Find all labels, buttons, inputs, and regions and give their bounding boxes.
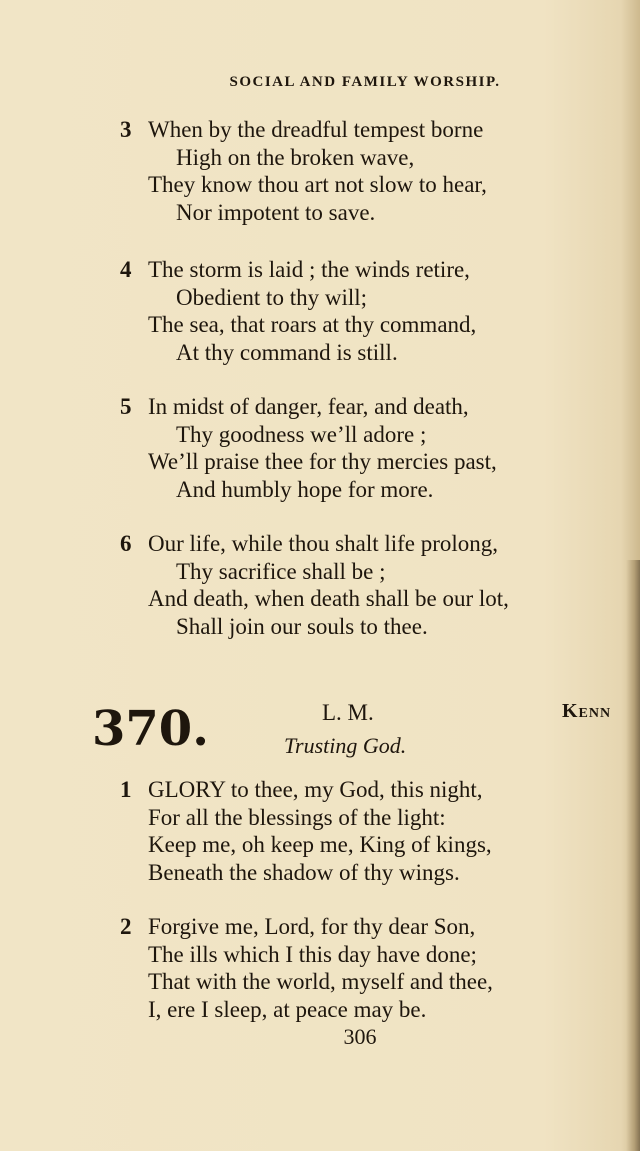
hymn-title: Trusting God. — [284, 733, 407, 758]
verse-line: Shall join our souls to thee. — [176, 613, 428, 639]
page-edge-shadow — [626, 560, 640, 1151]
verse-line: The sea, that roars at thy command, — [148, 312, 477, 337]
verse-line: Obedient to thy will; — [176, 284, 368, 310]
verse-line: When by the dreadful tempest borne — [148, 117, 484, 142]
stanza — [120, 393, 497, 503]
verse-line: Keep me, oh keep me, King of kings, — [148, 832, 492, 857]
verse-line: Thy sacrifice shall be ; — [176, 558, 386, 584]
verse-line: At thy command is still. — [176, 339, 398, 365]
stanza-number: 4 — [120, 257, 132, 282]
stanza-number: 2 — [120, 914, 132, 939]
stanza — [120, 530, 509, 640]
verse-line: And humbly hope for more. — [176, 476, 434, 502]
hymn-number: 370. — [92, 701, 209, 757]
stanza — [120, 116, 487, 226]
tune-name: Kenn — [562, 700, 612, 722]
verse-line: High on the broken wave, — [176, 144, 415, 170]
stanza-number: 6 — [120, 531, 132, 556]
verse-line: Forgive me, Lord, for thy dear Son, — [148, 914, 476, 939]
stanza-number: 5 — [120, 394, 132, 419]
verse-line: I, ere I sleep, at peace may be. — [148, 996, 427, 1022]
stanza — [120, 256, 476, 366]
verse-line: That with the world, myself and thee, — [148, 969, 493, 994]
verse-line: Nor impotent to save. — [176, 199, 376, 225]
verse-line: GLORY to thee, my God, this night, — [148, 777, 483, 802]
verse-line: And death, when death shall be our lot, — [148, 586, 509, 611]
stanza — [120, 913, 493, 1023]
stanza-number: 3 — [120, 117, 132, 142]
verse-line: Our life, while thou shalt life prolong, — [148, 531, 499, 556]
verse-line: The ills which I this day have done; — [148, 941, 477, 967]
verse-line: We’ll praise thee for thy mercies past, — [148, 449, 497, 474]
verse-line: The storm is laid ; the winds retire, — [148, 257, 470, 282]
page-number: 306 — [343, 1024, 377, 1049]
stanza — [120, 776, 492, 886]
verse-line: Thy goodness we’ll adore ; — [176, 421, 427, 447]
running-head: SOCIAL AND FAMILY WORSHIP. — [229, 74, 501, 90]
verse-line: In midst of danger, fear, and death, — [148, 394, 469, 419]
verse-line: Beneath the shadow of thy wings. — [148, 859, 460, 885]
verse-line: For all the blessings of the light: — [148, 804, 446, 830]
hymn-meter: L. M. — [322, 700, 374, 725]
stanza-number: 1 — [120, 777, 132, 802]
verse-line: They know thou art not slow to hear, — [148, 172, 487, 197]
